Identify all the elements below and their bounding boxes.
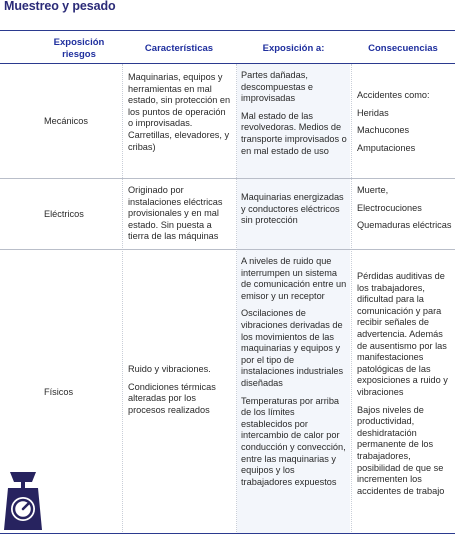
cell-text: Condiciones térmicas alteradas por los procesos realizados [128,381,216,415]
cell-text: Maquinarias, equipos y herramientas en mal estado, sin protección en los puntos de operación o improvisadas. Carretillas, elevadores, y cribas) [128,72,231,152]
row-category: Mecánicos [44,116,88,126]
page-title: Muestreo y pesado [4,0,116,13]
row-exposure [241,70,347,157]
cell-text: Partes dañadas, descompuestas e improvisadas [241,70,314,104]
cell-text: Oscilaciones de vibraciones derivadas de los movimientos de las maquinarias y equipos y por el tipo de instalaciones industriales diseñadas [241,308,344,388]
row-characteristics [128,185,232,243]
cell-text: Originado por instalaciones eléctricas provisionales y en mal estado. Sin puesta a tierra de las máquinas [128,185,223,242]
cell-text: Heridas [357,107,389,118]
cell-text: Accidentes como: [357,90,430,100]
cell-text: Pérdidas auditivas de los trabajadores, dificultad para la comunicación y para recibir señales de advertencia. Además de ausentismo por las manifestaciones patológicas de las exposiciones a ruido y vibraciones [357,271,448,397]
row-category: Eléctricos [44,209,84,219]
cell-text: Maquinarias energizadas y conductores eléctricos sin protección [241,192,344,226]
row-exposure [241,192,347,227]
cell-text: Bajos niveles de productividad, deshidratación permanente de los trabajadores, posibilidad de que se incrementen los accidentes de trabajo [357,404,445,496]
row-category: Físicos [44,387,74,397]
cell-text: Mal estado de las revolvedoras. Medios de transporte improvisados o en mal estado de uso [241,110,347,156]
header-characteristics: Características [144,43,214,54]
row-consequences [357,271,453,497]
scale-weighing-icon [2,468,44,534]
cell-text: Quemaduras eléctricas [357,220,452,231]
cell-text: Muerte, [357,185,389,195]
cell-text: A niveles de ruido que interrumpen un sistema de comunicación entre un emisor y un receptor [241,256,347,301]
row-consequences [357,185,453,232]
header-consequences: Consecuencias [368,43,438,54]
cell-text: Ruido y vibraciones. [128,364,211,374]
row-characteristics [128,364,232,416]
risk-table [0,30,455,536]
row-exposure [241,256,347,488]
cell-text: Amputaciones [357,142,416,153]
header-risk: Exposición riesgos [53,37,105,60]
header-exposure: Exposición a: [262,43,325,54]
cell-text: Electrocuciones [357,202,422,213]
cell-text: Temperaturas por arriba de los límites establecidos por intercambio de calor por conducción y convección, entre las maquinarias y equipos y los trabajadores expuestos [241,395,346,487]
row-consequences [357,90,453,154]
cell-text: Machucones [357,125,410,136]
row-characteristics [128,72,232,153]
